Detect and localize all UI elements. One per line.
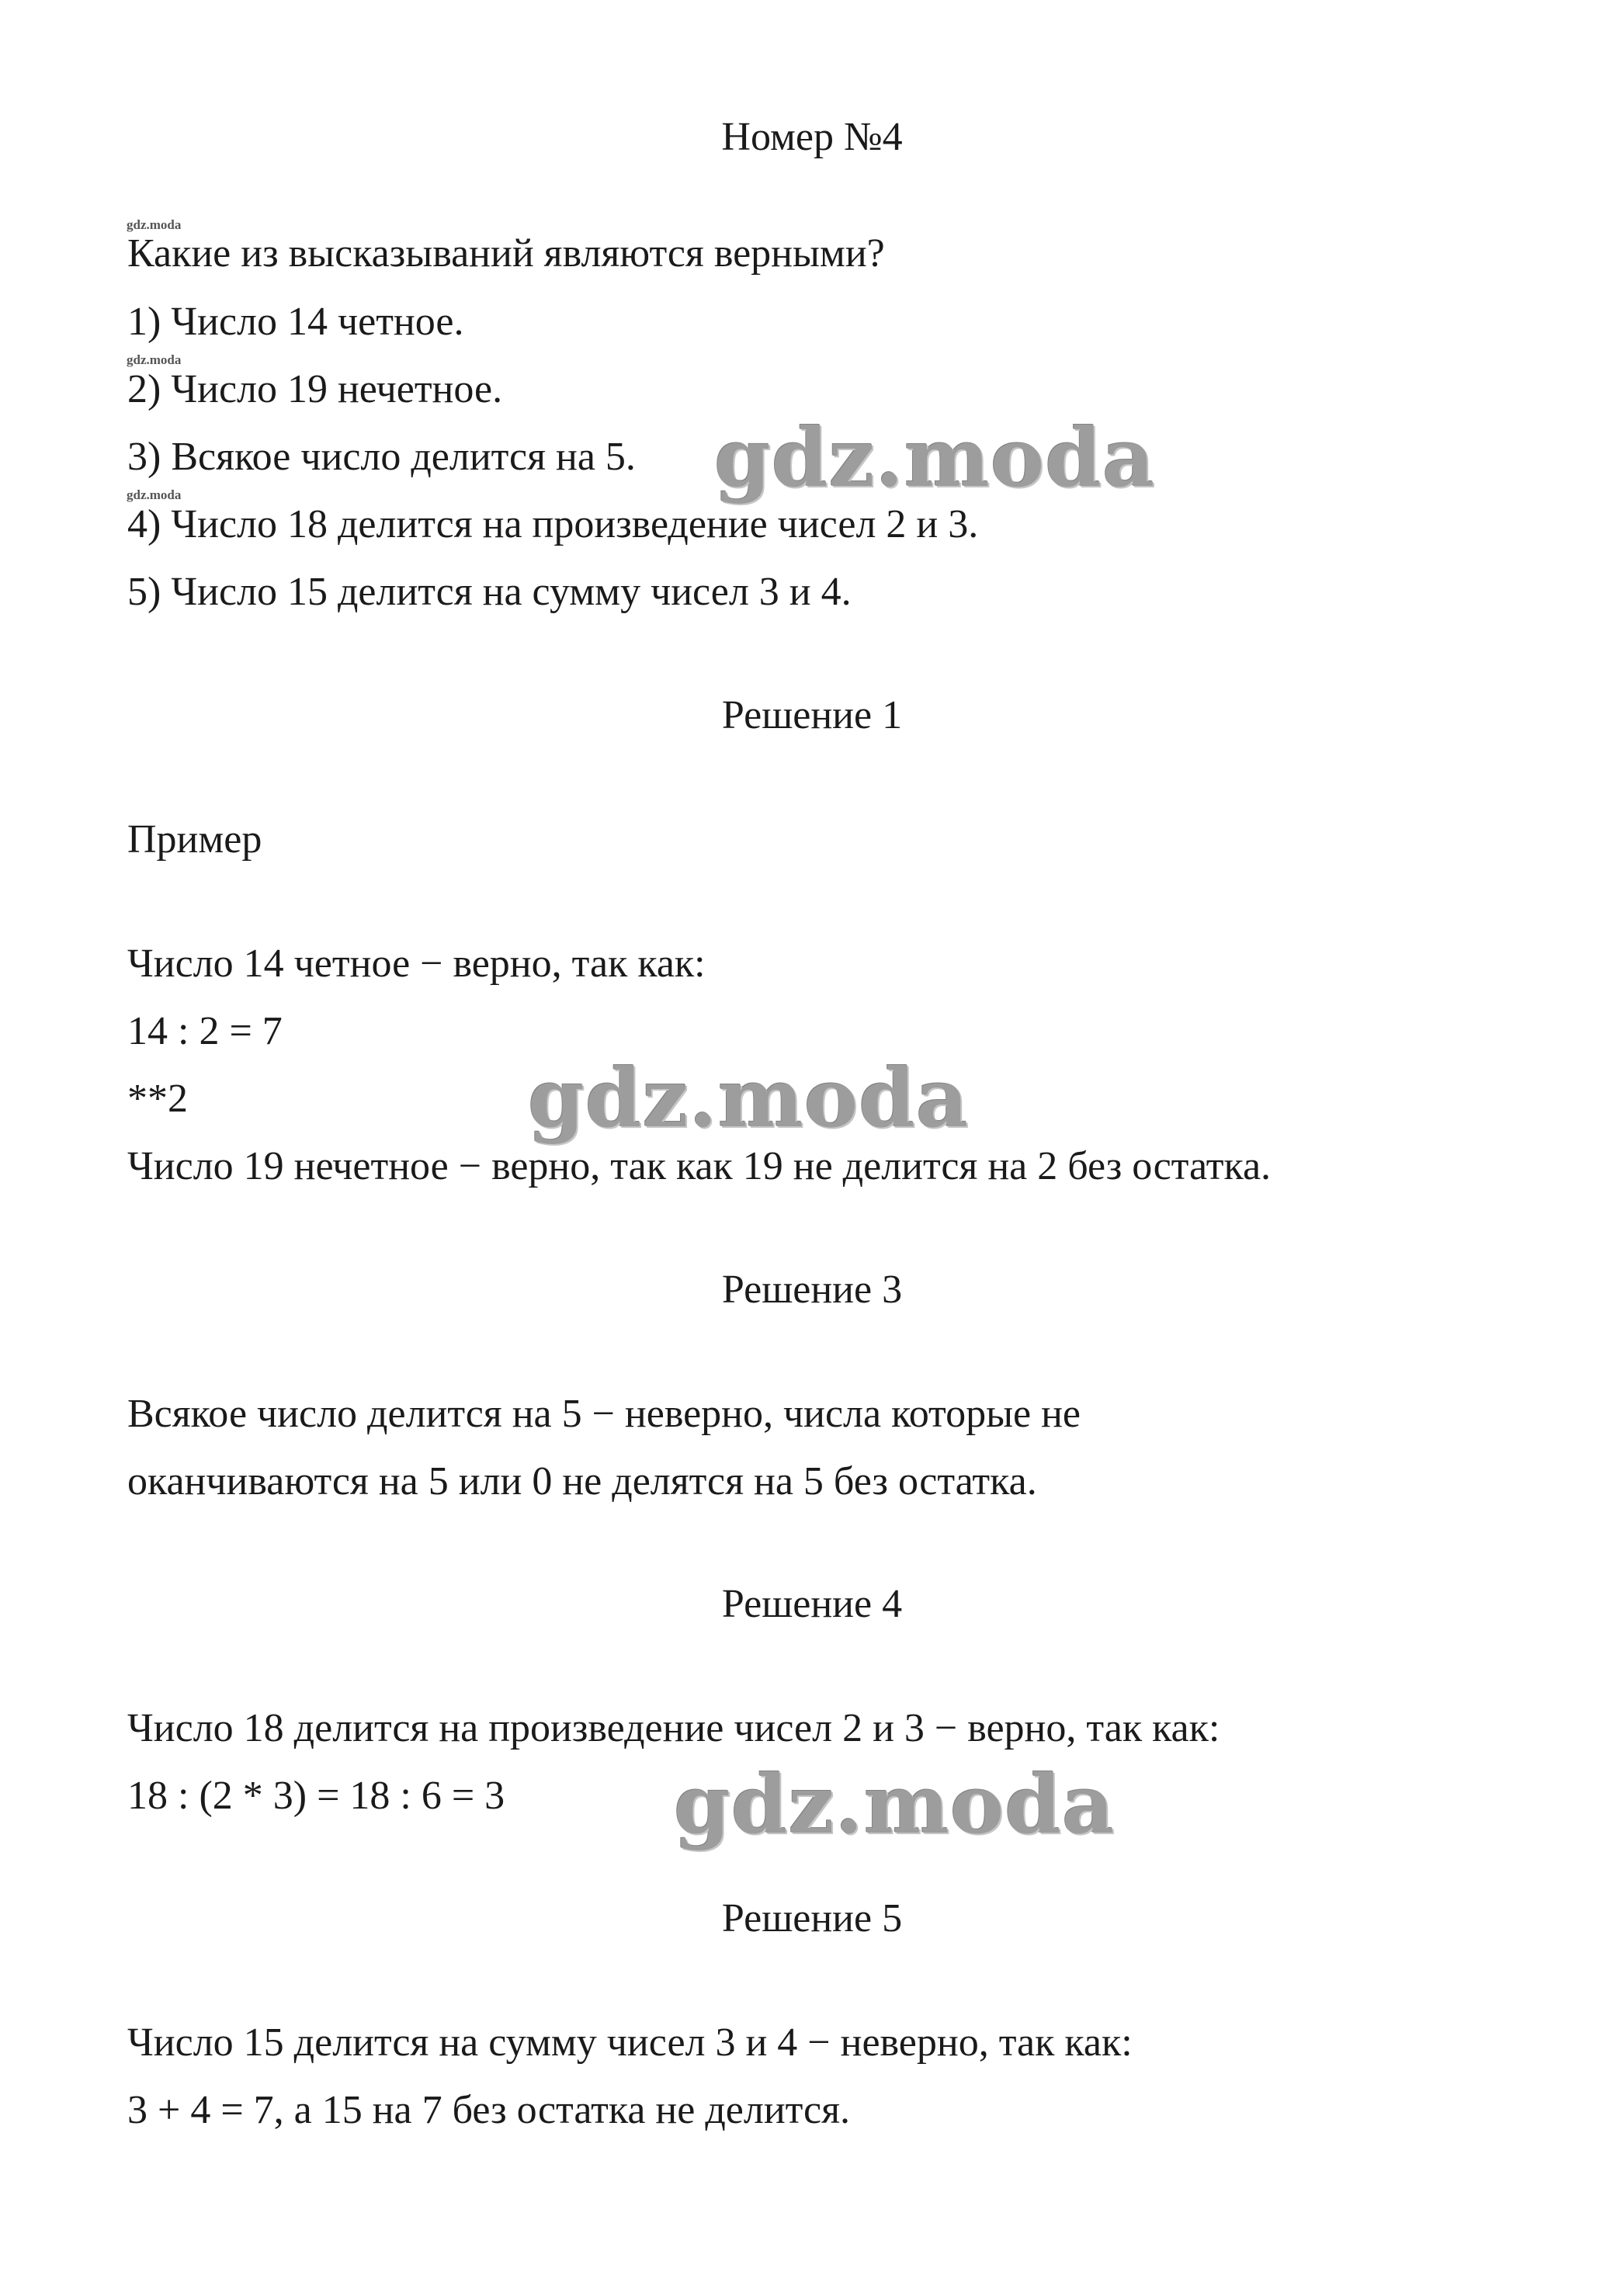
watermark-2: gdz.moda [528, 1050, 970, 1146]
small-watermark-1: gdz.moda [127, 217, 182, 232]
solution-3-heading: Решение 3 [721, 1268, 903, 1312]
page-title: Номер №4 [721, 115, 903, 159]
solution-1-line-2: 14 : 2 = 7 [127, 1009, 283, 1053]
solution-4-line-1: Число 18 делится на произведение чисел 2 и 3 − верно, так как: [127, 1706, 1220, 1750]
solution-1-line-3: **2 [127, 1077, 188, 1121]
watermark-1: gdz.moda [714, 410, 1156, 505]
solution-1-subheading: Пример [127, 817, 262, 862]
solution-5-line-1: Число 15 делится на сумму чисел 3 и 4 − неверно, так как: [127, 2020, 1133, 2065]
small-watermark-2: gdz.moda [127, 352, 182, 367]
statement-5: 5) Число 15 делится на сумму чисел 3 и 4. [127, 570, 852, 614]
watermark-3: gdz.moda [674, 1757, 1116, 1852]
solution-4-line-2: 18 : (2 * 3) = 18 : 6 = 3 [127, 1774, 505, 1818]
solution-1-line-1: Число 14 четное − верно, так как: [127, 942, 706, 986]
small-watermark-3: gdz.moda [127, 487, 182, 502]
solution-5-line-2: 3 + 4 = 7, а 15 на 7 без остатка не делится. [127, 2088, 850, 2132]
solution-1-line-4: Число 19 нечетное − верно, так как 19 не делится на 2 без остатка. [127, 1144, 1272, 1188]
solution-3-line-2: оканчиваются на 5 или 0 не делятся на 5 без остатка. [127, 1459, 1037, 1503]
statement-1: 1) Число 14 четное. [127, 300, 464, 344]
statement-2: 2) Число 19 нечетное. [127, 367, 503, 411]
statement-4: 4) Число 18 делится на произведение чисел 2 и 3. [127, 502, 979, 546]
solution-4-heading: Решение 4 [721, 1582, 903, 1626]
question-text: Какие из высказываний являются верными? [127, 231, 885, 276]
solution-3-line-1: Всякое число делится на 5 − неверно, числа которые не [127, 1392, 1081, 1436]
statement-3: 3) Всякое число делится на 5. [127, 435, 636, 479]
solution-1-heading: Решение 1 [721, 693, 903, 737]
solution-5-heading: Решение 5 [721, 1896, 903, 1941]
